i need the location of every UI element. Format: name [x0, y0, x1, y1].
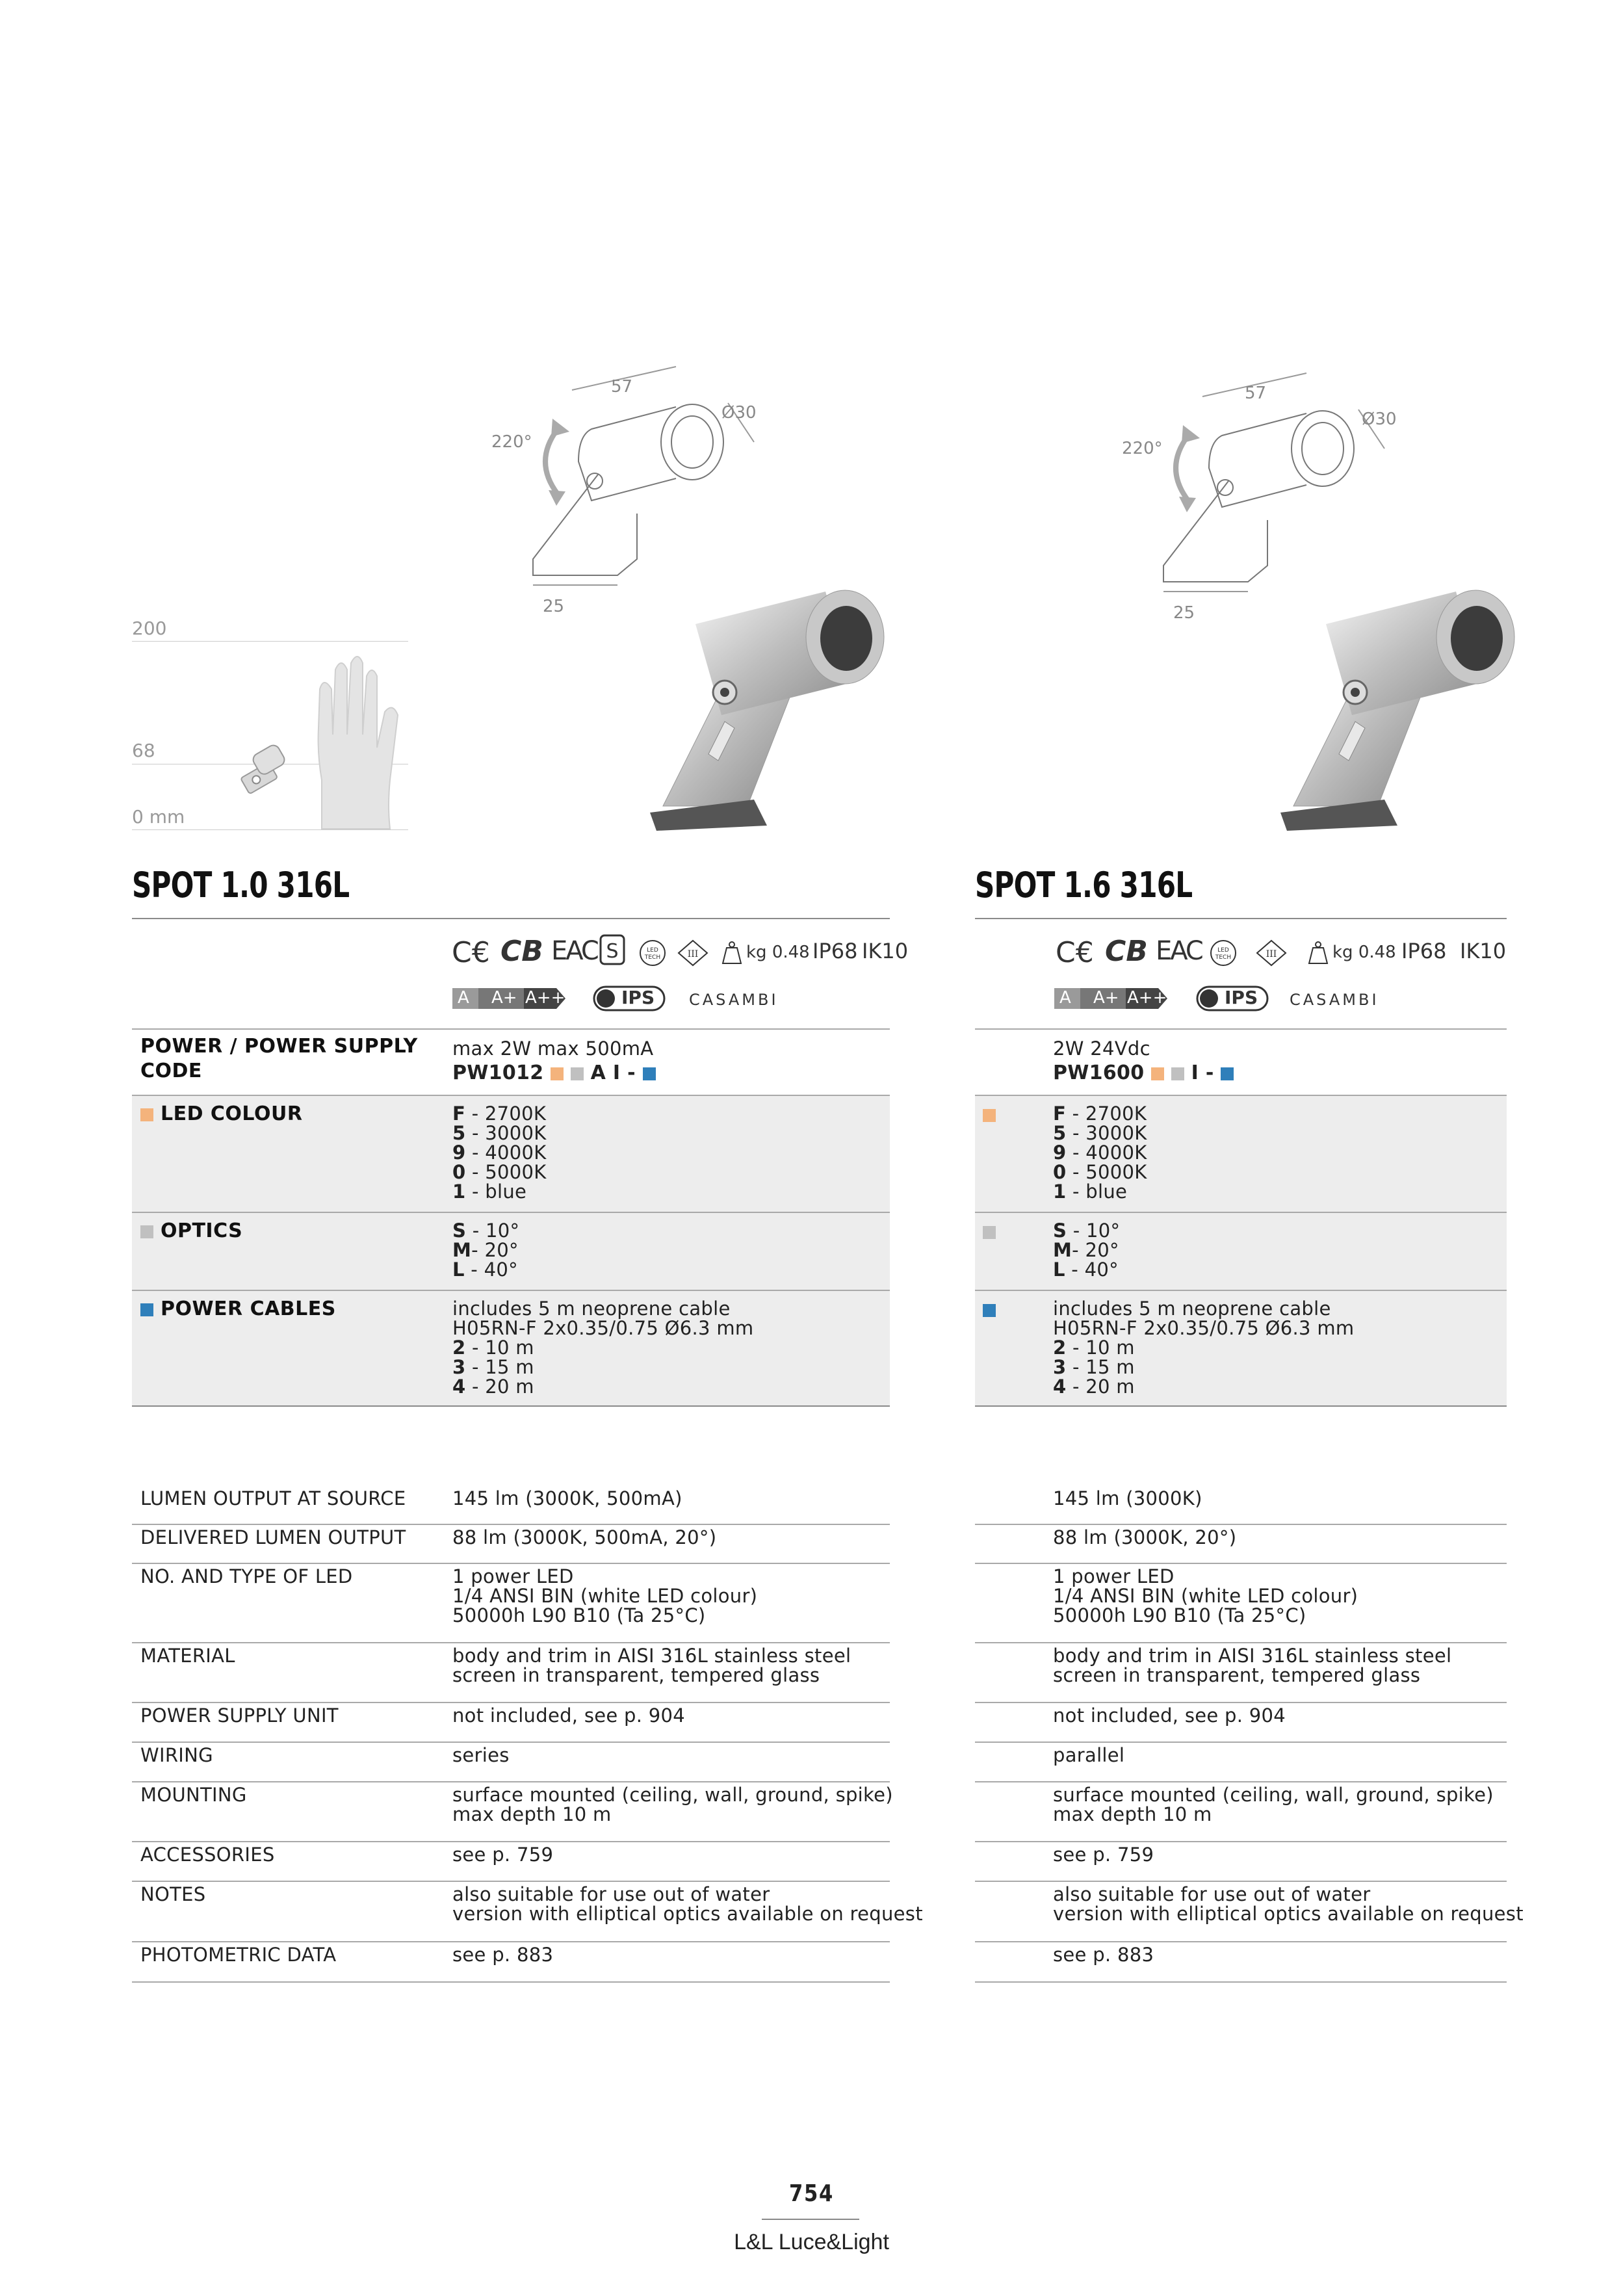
row-divider — [975, 1981, 1507, 1983]
detail-value: version with elliptical optics available on request — [1053, 1903, 1524, 1925]
detail-value: 1/4 ANSI BIN (white LED colour) — [1053, 1585, 1358, 1607]
led-colour-square — [983, 1109, 996, 1122]
left-dim-base: 25 — [543, 597, 565, 616]
page-number: 754 — [789, 2180, 834, 2207]
row-divider — [132, 1781, 890, 1782]
detail-value: 1/4 ANSI BIN (white LED colour) — [452, 1585, 758, 1607]
code-label: CODE — [140, 1060, 202, 1082]
right-product-code: PW1600 I - — [1053, 1063, 1234, 1083]
row-divider — [132, 1981, 890, 1983]
svg-text:LED: LED — [647, 947, 658, 954]
detail-label: ACCESSORIES — [140, 1844, 275, 1866]
led-colour-square — [551, 1067, 564, 1080]
detail-label: DELIVERED LUMEN OUTPUT — [140, 1526, 406, 1548]
led-tech-icon — [638, 939, 667, 967]
detail-value: see p. 883 — [452, 1944, 554, 1966]
row-divider — [975, 1563, 1507, 1564]
detail-label: MATERIAL — [140, 1645, 235, 1667]
led-tech-icon — [1209, 939, 1238, 967]
optics-square — [983, 1226, 996, 1239]
detail-value: max depth 10 m — [452, 1803, 612, 1825]
energy-a: A — [458, 988, 469, 1008]
weight-icon — [1305, 940, 1331, 966]
detail-value: not included, see p. 904 — [1053, 1704, 1286, 1727]
row-divider — [132, 1841, 890, 1842]
right-weight: kg 0.48 — [1332, 943, 1396, 962]
row-divider — [132, 1742, 890, 1743]
row-divider — [975, 1702, 1507, 1703]
left-product-code: PW1012 A I - — [452, 1063, 656, 1083]
cables-square — [643, 1067, 656, 1080]
power-supply-label: POWER / POWER SUPPLY — [140, 1035, 418, 1058]
row-divider — [975, 1781, 1507, 1782]
detail-value: series — [452, 1744, 510, 1766]
casambi-logo: CASAMBI — [1290, 991, 1379, 1009]
weight-icon — [719, 940, 745, 966]
detail-value: 1 power LED — [1053, 1565, 1175, 1587]
left-ik: IK10 — [862, 939, 909, 963]
right-optics-values: S - 10° M- 20° L - 40° — [1053, 1220, 1121, 1281]
detail-value: body and trim in AISI 316L stainless steel — [1053, 1645, 1452, 1667]
eac-mark-icon: EAC — [1156, 936, 1202, 966]
power-cables-label: POWER CABLES — [140, 1298, 336, 1321]
detail-label: PHOTOMETRIC DATA — [140, 1944, 337, 1966]
scale-68: 68 — [132, 740, 155, 761]
right-product-photo — [1267, 585, 1527, 832]
svg-text:S: S — [606, 940, 619, 963]
row-divider — [132, 1524, 890, 1525]
detail-label: MOUNTING — [140, 1784, 247, 1806]
led-colour-square — [1151, 1067, 1164, 1080]
right-ik: IK10 — [1460, 939, 1507, 963]
row-divider — [132, 1881, 890, 1882]
optics-square — [571, 1067, 584, 1080]
cables-square — [983, 1304, 996, 1317]
detail-value: version with elliptical optics available on request — [452, 1903, 923, 1925]
detail-value: 88 lm (3000K, 500mA, 20°) — [452, 1526, 717, 1548]
row-divider — [975, 1941, 1507, 1942]
right-dim-length: 57 — [1245, 384, 1267, 403]
ce-mark-icon: C€ — [452, 936, 490, 969]
detail-value: surface mounted (ceiling, wall, ground, spike) — [452, 1784, 893, 1806]
right-led-values: F - 2700K 5 - 3000K 9 - 4000K 0 - 5000K 1 - blue — [1053, 1102, 1147, 1203]
svg-text:TECH: TECH — [1215, 954, 1232, 961]
right-power-value: 2W 24Vdc — [1053, 1037, 1150, 1060]
detail-value: 50000h L90 B10 (Ta 25°C) — [1053, 1604, 1306, 1626]
ips-label: IPS — [1225, 987, 1258, 1008]
class-iii-icon — [676, 939, 710, 967]
optics-square — [140, 1225, 153, 1238]
energy-a-plus: A+ — [491, 988, 517, 1008]
energy-a: A — [1059, 988, 1071, 1008]
left-power-value: max 2W max 500mA — [452, 1037, 654, 1060]
row-divider — [132, 1702, 890, 1703]
detail-value: see p. 759 — [1053, 1844, 1154, 1866]
ce-mark-icon: C€ — [1056, 936, 1094, 969]
optics-label: OPTICS — [140, 1220, 242, 1243]
svg-text:LED: LED — [1217, 947, 1229, 954]
scale-200: 200 — [132, 618, 167, 639]
right-ip: IP68 — [1401, 939, 1447, 963]
detail-value: screen in transparent, tempered glass — [452, 1664, 820, 1686]
left-product-photo — [637, 585, 897, 832]
left-weight: kg 0.48 — [746, 943, 810, 962]
class-iii-icon — [1254, 939, 1288, 967]
detail-label: LUMEN OUTPUT AT SOURCE — [140, 1487, 406, 1509]
detail-value: 145 lm (3000K, 500mA) — [452, 1487, 682, 1509]
detail-value: 50000h L90 B10 (Ta 25°C) — [452, 1604, 706, 1626]
left-product-title: SPOT 1.0 316L — [132, 865, 350, 906]
detail-value: screen in transparent, tempered glass — [1053, 1664, 1421, 1686]
cb-mark-icon: CB — [1105, 935, 1148, 968]
svg-text:III: III — [1266, 949, 1277, 959]
optics-square — [1171, 1067, 1184, 1080]
energy-a-plus: A+ — [1093, 988, 1119, 1008]
left-ip: IP68 — [812, 939, 858, 963]
energy-a-plus-plus: A++ — [1127, 988, 1167, 1008]
detail-value: body and trim in AISI 316L stainless steel — [452, 1645, 851, 1667]
detail-label: NOTES — [140, 1883, 206, 1905]
hand-icon — [208, 650, 416, 832]
eac-mark-icon: EAC — [551, 936, 597, 966]
row-divider — [975, 1642, 1507, 1643]
detail-label: POWER SUPPLY UNIT — [140, 1704, 339, 1727]
detail-value: surface mounted (ceiling, wall, ground, spike) — [1053, 1784, 1494, 1806]
right-product-title: SPOT 1.6 316L — [975, 865, 1193, 906]
detail-value: max depth 10 m — [1053, 1803, 1212, 1825]
left-dim-angle: 220° — [491, 432, 532, 452]
detail-value: 1 power LED — [452, 1565, 574, 1587]
left-led-values: F - 2700K 5 - 3000K 9 - 4000K 0 - 5000K 1 - blue — [452, 1102, 547, 1203]
safety-s-icon — [597, 926, 629, 977]
detail-value: also suitable for use out of water — [452, 1883, 770, 1905]
cables-square — [140, 1303, 153, 1316]
right-dim-angle: 220° — [1122, 439, 1163, 458]
row-divider — [975, 1742, 1507, 1743]
row-divider — [132, 1563, 890, 1564]
left-cables-values: includes 5 m neoprene cable H05RN-F 2x0.35/0.75 Ø6.3 mm 2 - 10 m 3 - 15 m 4 - 20 m — [452, 1298, 754, 1398]
row-divider — [975, 1524, 1507, 1525]
detail-label: NO. AND TYPE OF LED — [140, 1565, 353, 1587]
scale-0: 0 mm — [132, 806, 185, 828]
detail-value: see p. 883 — [1053, 1944, 1154, 1966]
detail-value: 88 lm (3000K, 20°) — [1053, 1526, 1237, 1548]
led-colour-label: LED COLOUR — [140, 1102, 302, 1126]
ips-label: IPS — [621, 987, 655, 1008]
detail-value: see p. 759 — [452, 1844, 554, 1866]
casambi-logo: CASAMBI — [689, 991, 779, 1009]
left-dim-diameter: Ø30 — [721, 403, 757, 423]
row-divider — [132, 1642, 890, 1643]
led-colour-square — [140, 1108, 153, 1121]
brand-footer: L&L Luce&Light — [734, 2230, 889, 2254]
detail-label: WIRING — [140, 1744, 213, 1766]
row-divider — [132, 1941, 890, 1942]
left-dim-length: 57 — [611, 377, 633, 397]
detail-value: parallel — [1053, 1744, 1125, 1766]
right-dim-base: 25 — [1173, 603, 1195, 623]
row-divider — [975, 1881, 1507, 1882]
cb-mark-icon: CB — [500, 935, 543, 968]
right-dim-diameter: Ø30 — [1362, 410, 1397, 429]
row-divider — [975, 1841, 1507, 1842]
energy-a-plus-plus: A++ — [525, 988, 565, 1008]
cables-square — [1221, 1067, 1234, 1080]
right-cables-values: includes 5 m neoprene cable H05RN-F 2x0.35/0.75 Ø6.3 mm 2 - 10 m 3 - 15 m 4 - 20 m — [1053, 1298, 1355, 1398]
svg-text:TECH: TECH — [644, 954, 661, 961]
detail-value: 145 lm (3000K) — [1053, 1487, 1202, 1509]
detail-value: not included, see p. 904 — [452, 1704, 686, 1727]
detail-value: also suitable for use out of water — [1053, 1883, 1371, 1905]
svg-text:III: III — [687, 949, 699, 959]
left-optics-values: S - 10° M- 20° L - 40° — [452, 1220, 520, 1281]
